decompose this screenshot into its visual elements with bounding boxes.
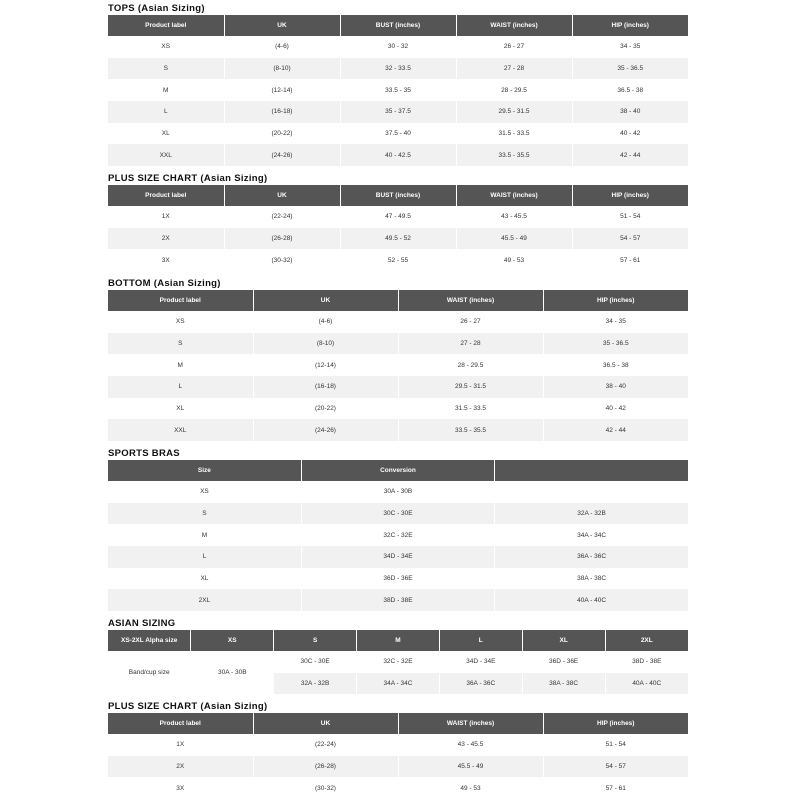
column-header: UK	[224, 185, 340, 206]
table-cell: (4-6)	[224, 36, 340, 58]
tops-title: TOPS (Asian Sizing)	[108, 3, 205, 14]
table-cell: 49 - 53	[456, 249, 572, 271]
size-l-header: L	[439, 630, 522, 651]
column-header: UK	[253, 290, 398, 311]
table-cell: XL	[108, 123, 224, 145]
tops-table	[108, 15, 688, 166]
table-cell: 36D - 36E	[301, 568, 494, 590]
table-row	[108, 58, 688, 80]
size-m-header: M	[357, 630, 440, 651]
table-cell: 3X	[108, 777, 253, 799]
table-cell	[495, 481, 688, 503]
table-cell: (26-28)	[253, 756, 398, 778]
table-row	[108, 206, 688, 228]
tops-section	[108, 2, 688, 166]
table-cell: 2XL	[108, 589, 301, 611]
table-cell: 38 - 40	[543, 376, 688, 398]
table-cell: 34 - 35	[572, 36, 688, 58]
table-row	[108, 756, 688, 778]
table-cell: 28 - 29.5	[398, 354, 543, 376]
table-cell: 3X	[108, 249, 224, 271]
plus-bottom-section	[108, 700, 688, 799]
plus-tops-title: PLUS SIZE CHART (Asian Sizing)	[108, 173, 268, 184]
plus-tops-table	[108, 185, 688, 271]
table-cell: 40A - 40C	[605, 673, 688, 695]
column-header: BUST (inches)	[340, 185, 456, 206]
table-cell: 2X	[108, 756, 253, 778]
table-cell: 51 - 54	[572, 206, 688, 228]
table-cell: (12-14)	[224, 79, 340, 101]
table-cell: 38D - 38E	[632, 658, 662, 666]
table-cell: (22-24)	[253, 734, 398, 756]
table-cell: L	[108, 546, 301, 568]
column-header: Product label	[108, 15, 224, 36]
table-cell: M	[108, 354, 253, 376]
table-cell: 54 - 57	[572, 228, 688, 250]
table-cell: XXL	[108, 419, 253, 441]
table-cell: 36.5 - 38	[543, 354, 688, 376]
table-cell: XL	[108, 568, 301, 590]
table-row	[108, 398, 688, 420]
table-cell: 30A - 30B	[301, 481, 494, 503]
xs-band-value: 30A - 30B	[191, 651, 274, 694]
table-cell: 40 - 42.5	[340, 144, 456, 166]
column-header: Size	[108, 460, 301, 481]
column-header: Product label	[108, 713, 253, 734]
table-cell: (24-26)	[224, 144, 340, 166]
column-header: BUST (inches)	[340, 15, 456, 36]
table-cell: 31.5 - 33.5	[456, 123, 572, 145]
asian-sizing-title: ASIAN SIZING	[108, 618, 176, 629]
column-header: WAIST (inches)	[456, 15, 572, 36]
plus-bottom-title: PLUS SIZE CHART (Asian Sizing)	[108, 701, 268, 712]
table-cell: 26 - 27	[398, 311, 543, 333]
header-row	[108, 185, 688, 206]
table-row	[108, 101, 688, 123]
table-cell: 32A - 32B	[495, 503, 688, 525]
table-cell: 36A - 36C	[495, 546, 688, 568]
table-cell: (12-14)	[253, 354, 398, 376]
size-s-header: S	[274, 630, 357, 651]
table-cell: 28 - 29.5	[456, 79, 572, 101]
table-cell: (24-26)	[253, 419, 398, 441]
header-row	[108, 713, 688, 734]
table-cell: 49 - 53	[398, 777, 543, 799]
table-cell: S	[108, 58, 224, 80]
table-cell: L	[108, 376, 253, 398]
table-cell: 2X	[108, 228, 224, 250]
table-row	[108, 734, 688, 756]
column-header: WAIST (inches)	[398, 290, 543, 311]
bottom-table	[108, 290, 688, 441]
column-header: Product label	[108, 290, 253, 311]
table-row	[108, 376, 688, 398]
table-cell: XS	[108, 36, 224, 58]
size-2xl-header: 2XL	[605, 630, 688, 651]
sports-bras-section	[108, 447, 688, 611]
table-cell: 32 - 33.5	[340, 58, 456, 80]
table-cell: 36A - 36C	[439, 673, 522, 695]
table-cell: (8-10)	[253, 333, 398, 355]
table-cell: (26-28)	[224, 228, 340, 250]
table-cell: 30 - 32	[340, 36, 456, 58]
sports-bras-table	[108, 460, 688, 611]
table-cell: 42 - 44	[572, 144, 688, 166]
band-cup-label: Band/cup size	[108, 651, 191, 694]
table-cell: 32C - 32E	[357, 651, 440, 673]
table-row	[108, 79, 688, 101]
table-cell: 30C - 30E	[274, 651, 357, 673]
column-header: HIP (inches)	[572, 15, 688, 36]
table-row	[108, 354, 688, 376]
table-cell: 34 - 35	[543, 311, 688, 333]
table-cell: XS	[108, 311, 253, 333]
bottom-section	[108, 277, 688, 441]
table-cell: 57 - 61	[543, 777, 688, 799]
table-cell: 27 - 28	[398, 333, 543, 355]
table-row	[108, 546, 688, 568]
table-cell: 32A - 32B	[274, 673, 357, 695]
table-row	[108, 589, 688, 611]
column-header: UK	[253, 713, 398, 734]
table-cell: 43 - 45.5	[456, 206, 572, 228]
table-cell: 1X	[108, 206, 224, 228]
table-cell: 35 - 36.5	[572, 58, 688, 80]
table-cell: (8-10)	[224, 58, 340, 80]
table-row	[108, 481, 688, 503]
table-cell: 54 - 57	[543, 756, 688, 778]
table-cell: 40 - 42	[543, 398, 688, 420]
table-cell: 33.5 - 35.5	[398, 419, 543, 441]
table-cell: 34A - 34C	[357, 673, 440, 695]
table-cell: (16-18)	[224, 101, 340, 123]
table-cell: 30C - 30E	[301, 503, 494, 525]
header-row	[108, 290, 688, 311]
table-cell: 52 - 55	[340, 249, 456, 271]
table-cell: 26 - 27	[456, 36, 572, 58]
table-cell: 29.5 - 31.5	[398, 376, 543, 398]
table-cell: (22-24)	[224, 206, 340, 228]
column-header: Conversion	[301, 460, 494, 481]
table-cell: (20-22)	[224, 123, 340, 145]
table-cell: M	[108, 79, 224, 101]
asian-sizing-section	[108, 617, 688, 694]
plus-bottom-table	[108, 713, 688, 799]
table-cell: 49.5 - 52	[340, 228, 456, 250]
table-cell: 57 - 61	[572, 249, 688, 271]
table-cell: 47 - 49.5	[340, 206, 456, 228]
column-header: HIP (inches)	[543, 290, 688, 311]
table-cell: XXL	[108, 144, 224, 166]
table-cell: 27 - 28	[456, 58, 572, 80]
table-cell: (30-32)	[224, 249, 340, 271]
table-row	[108, 333, 688, 355]
table-cell: 35 - 36.5	[543, 333, 688, 355]
table-cell: 40A - 40C	[495, 589, 688, 611]
table-cell: 37.5 - 40	[340, 123, 456, 145]
table-row	[108, 503, 688, 525]
table-cell: 31.5 - 33.5	[398, 398, 543, 420]
table-cell: L	[108, 101, 224, 123]
column-header: Product label	[108, 185, 224, 206]
table-row	[108, 228, 688, 250]
table-row	[108, 419, 688, 441]
table-cell: (20-22)	[253, 398, 398, 420]
table-row	[108, 249, 688, 271]
table-cell: XS	[108, 481, 301, 503]
table-row	[108, 144, 688, 166]
plus-tops-section	[108, 172, 688, 271]
bottom-title: BOTTOM (Asian Sizing)	[108, 278, 221, 289]
table-cell: 38 - 40	[572, 101, 688, 123]
table-row	[108, 36, 688, 58]
table-cell: 33.5 - 35	[340, 79, 456, 101]
table-cell: 36.5 - 38	[572, 79, 688, 101]
table-cell: 38A - 38C	[522, 673, 605, 695]
table-cell: (4-6)	[253, 311, 398, 333]
table-row	[108, 777, 688, 799]
column-header: HIP (inches)	[572, 185, 688, 206]
column-header: WAIST (inches)	[456, 185, 572, 206]
table-cell: 38D - 38E	[301, 589, 494, 611]
column-header: UK	[224, 15, 340, 36]
table-cell: 34D - 34E	[439, 651, 522, 673]
header-row	[108, 15, 688, 36]
table-cell: XL	[108, 398, 253, 420]
table-cell: 29.5 - 31.5	[456, 101, 572, 123]
table-cell: 36D - 36E	[522, 651, 605, 673]
table-row	[108, 568, 688, 590]
table-cell: 51 - 54	[543, 734, 688, 756]
table-row	[108, 524, 688, 546]
table-cell: S	[108, 333, 253, 355]
sports-bras-title: SPORTS BRAS	[108, 448, 180, 459]
table-cell: 45.5 - 49	[398, 756, 543, 778]
table-cell: (16-18)	[253, 376, 398, 398]
table-cell: 1X	[108, 734, 253, 756]
table-cell: 32C - 32E	[301, 524, 494, 546]
asian-sizing-table	[108, 630, 688, 694]
column-header: WAIST (inches)	[398, 713, 543, 734]
table-cell: 40 - 42	[572, 123, 688, 145]
table-cell: 42 - 44	[543, 419, 688, 441]
table-cell: 45.5 - 49	[456, 228, 572, 250]
table-cell: 35 - 37.5	[340, 101, 456, 123]
table-row	[108, 311, 688, 333]
alpha-size-header: XS-2XL Alpha size	[108, 630, 191, 651]
table-cell: S	[108, 503, 301, 525]
table-cell: (30-32)	[253, 777, 398, 799]
column-header	[495, 460, 688, 481]
table-cell: 33.5 - 35.5	[456, 144, 572, 166]
column-header: HIP (inches)	[543, 713, 688, 734]
table-cell: M	[108, 524, 301, 546]
table-cell: 34A - 34C	[495, 524, 688, 546]
table-cell: 38A - 38C	[495, 568, 688, 590]
size-xs-header: XS	[191, 630, 274, 651]
size-xl-header: XL	[522, 630, 605, 651]
table-cell: 43 - 45.5	[398, 734, 543, 756]
table-row	[108, 123, 688, 145]
header-row	[108, 460, 688, 481]
table-cell: 34D - 34E	[301, 546, 494, 568]
